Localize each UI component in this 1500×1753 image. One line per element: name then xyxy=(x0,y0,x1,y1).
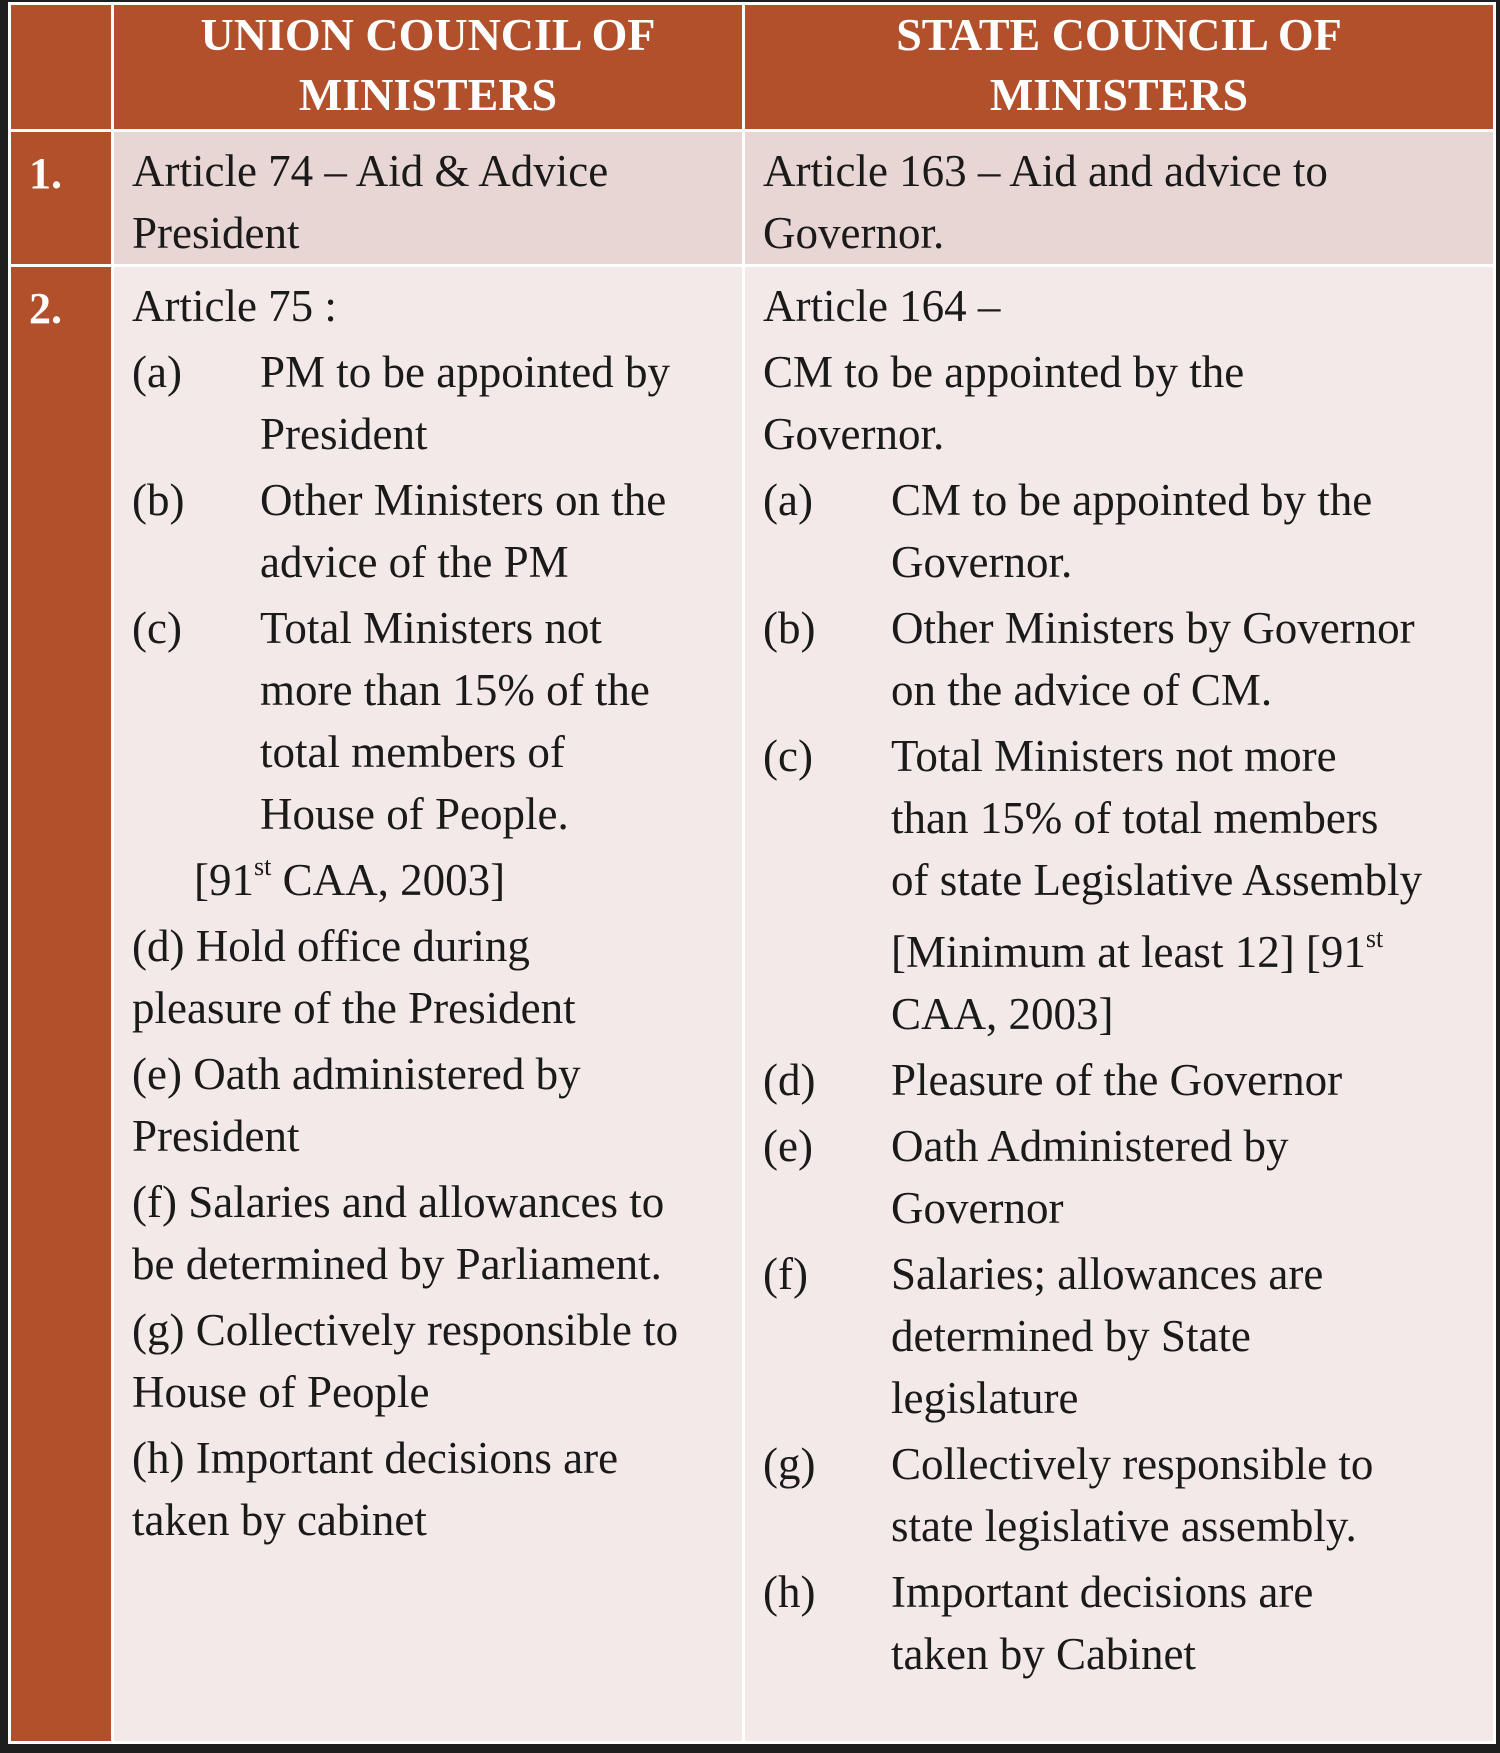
row-number: 2. xyxy=(11,267,111,1741)
item-text: pleasure of the President xyxy=(132,983,576,1033)
item-label: (e) xyxy=(763,1121,813,1171)
list-item xyxy=(132,1043,742,1167)
list-item xyxy=(763,1561,1493,1685)
item-text: (f) Salaries and allowances to xyxy=(132,1177,665,1227)
union-cell xyxy=(114,267,742,1741)
item-label: (a) xyxy=(763,475,813,525)
item-text: Total Ministers not xyxy=(260,603,602,653)
union-text-line: President xyxy=(132,208,300,258)
table-row xyxy=(11,132,1493,264)
header-union-council xyxy=(114,5,742,129)
item-text: Governor xyxy=(891,1183,1064,1233)
list-item xyxy=(132,915,742,1039)
item-text: House of People xyxy=(132,1367,430,1417)
item-text: determined by State xyxy=(891,1311,1251,1361)
row-number: 1. xyxy=(11,132,111,264)
list-item xyxy=(763,725,1493,911)
union-text-line: Article 74 – Aid & Advice xyxy=(132,146,609,196)
item-text: legislature xyxy=(891,1373,1079,1423)
item-label: (d) xyxy=(763,1055,816,1105)
table-row xyxy=(11,267,1493,1741)
item-label: (h) xyxy=(763,1567,816,1617)
list-item xyxy=(132,469,742,593)
item-text: Pleasure of the Governor xyxy=(891,1055,1343,1105)
union-cell xyxy=(114,132,742,264)
header-state-line: STATE COUNCIL OF xyxy=(896,9,1342,60)
amendment-note xyxy=(132,849,742,911)
item-label: (f) xyxy=(763,1249,808,1299)
list-item xyxy=(763,1433,1493,1557)
item-text: Salaries; allowances are xyxy=(891,1249,1324,1299)
list-item xyxy=(132,1427,742,1551)
item-text: Governor. xyxy=(763,409,945,459)
item-text: be determined by Parliament. xyxy=(132,1239,662,1289)
list-item xyxy=(132,597,742,845)
note-text: [91 xyxy=(194,855,254,905)
item-text: total members of xyxy=(260,727,565,777)
state-text-line: Governor. xyxy=(763,208,945,258)
item-text: taken by cabinet xyxy=(132,1495,427,1545)
item-text: PM to be appointed by xyxy=(260,347,670,397)
header-number-cell xyxy=(11,5,111,129)
list-item xyxy=(763,1049,1493,1111)
intro-text xyxy=(763,341,1493,465)
item-text: President xyxy=(260,409,428,459)
item-text: advice of the PM xyxy=(260,537,569,587)
item-label: (c) xyxy=(763,731,813,781)
item-label: (b) xyxy=(763,603,816,653)
item-text: Other Ministers by Governor xyxy=(891,603,1415,653)
item-label: (a) xyxy=(132,347,182,397)
item-text: House of People. xyxy=(260,789,569,839)
item-text: Important decisions are xyxy=(891,1567,1314,1617)
item-label: (g) xyxy=(763,1439,816,1489)
item-text: Governor. xyxy=(891,537,1073,587)
item-text: Oath Administered by xyxy=(891,1121,1289,1171)
table-header-row xyxy=(11,5,1493,129)
state-cell xyxy=(745,132,1493,264)
item-text: CM to be appointed by the xyxy=(763,347,1245,397)
article-heading: Article 75 : xyxy=(132,281,337,331)
header-state-line: MINISTERS xyxy=(989,69,1249,120)
item-text: (g) Collectively responsible to xyxy=(132,1305,679,1355)
list-item xyxy=(132,341,742,465)
list-item xyxy=(132,1299,742,1423)
note-text: CAA, 2003] xyxy=(891,989,1114,1039)
item-text: of state Legislative Assembly xyxy=(891,855,1423,905)
note-superscript: st xyxy=(254,852,272,881)
amendment-note xyxy=(763,921,1493,1045)
item-text: (d) Hold office during xyxy=(132,921,530,971)
header-union-line: MINISTERS xyxy=(298,69,558,120)
state-cell xyxy=(745,267,1493,1741)
list-item xyxy=(763,597,1493,721)
comparison-table xyxy=(8,2,1496,1744)
item-label: (c) xyxy=(132,603,182,653)
header-state-council xyxy=(745,5,1493,129)
item-text: President xyxy=(132,1111,300,1161)
item-text: more than 15% of the xyxy=(260,665,650,715)
item-text: state legislative assembly. xyxy=(891,1501,1357,1551)
state-text-line: Article 163 – Aid and advice to xyxy=(763,146,1328,196)
list-item xyxy=(763,1115,1493,1239)
list-item xyxy=(132,1171,742,1295)
item-text: Collectively responsible to xyxy=(891,1439,1374,1489)
item-text: (e) Oath administered by xyxy=(132,1049,581,1099)
header-union-line: UNION COUNCIL OF xyxy=(200,9,656,60)
item-label: (b) xyxy=(132,475,185,525)
note-superscript: st xyxy=(1365,924,1384,953)
item-text: taken by Cabinet xyxy=(891,1629,1196,1679)
article-heading: Article 164 – xyxy=(763,281,1001,331)
note-text: CAA, 2003] xyxy=(271,855,506,905)
item-text: on the advice of CM. xyxy=(891,665,1273,715)
item-text: (h) Important decisions are xyxy=(132,1433,619,1483)
list-item xyxy=(763,469,1493,593)
item-text: Total Ministers not more xyxy=(891,731,1337,781)
note-text: [Minimum at least 12] [91 xyxy=(891,927,1366,977)
item-text: CM to be appointed by the xyxy=(891,475,1373,525)
list-item xyxy=(763,1243,1493,1429)
item-text: than 15% of total members xyxy=(891,793,1379,843)
item-text: Other Ministers on the xyxy=(260,475,667,525)
